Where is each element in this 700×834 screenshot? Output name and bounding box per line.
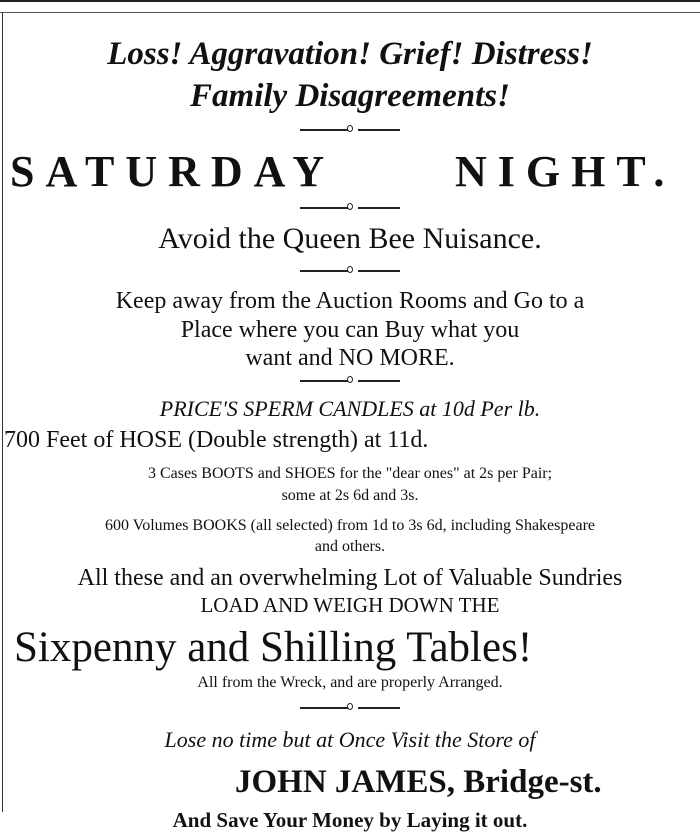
keep-away-line-1: Keep away from the Auction Rooms and Go to a <box>115 288 585 314</box>
candles-line: PRICE'S SPERM CANDLES at 10d Per lb. <box>159 396 541 421</box>
sundries-line: All these and an overwhelming Lot of Valuable Sundries <box>77 565 623 591</box>
saturday-word: SATURDAY <box>10 147 336 196</box>
save-money-line: And Save Your Money by Laying it out. <box>172 808 528 832</box>
boots-line-1: 3 Cases BOOTS and SHOES for the "dear ones" at 2s per Pair; <box>147 465 553 482</box>
keep-away-line-3: want and NO MORE. <box>245 345 455 371</box>
ornament-divider <box>290 203 410 213</box>
boots-line-2: some at 2s 6d and 3s. <box>281 487 419 504</box>
ornament-divider <box>290 266 410 276</box>
store-name-line: JOHN JAMES, Bridge-st. <box>235 764 602 800</box>
ornament-divider <box>290 125 410 135</box>
tables-line: Sixpenny and Shilling Tables! <box>14 624 533 671</box>
books-line-2: and others. <box>314 538 386 555</box>
headline-line-2: Family Disagreements! <box>190 78 510 114</box>
books-line-1: 600 Volumes BOOKS (all selected) from 1d to 3s 6d, including Shakespeare <box>105 517 595 534</box>
queen-bee-line: Avoid the Queen Bee Nuisance. <box>158 222 542 255</box>
night-word: NIGHT. <box>455 147 676 196</box>
ornament-divider <box>290 703 410 713</box>
hose-line: 700 Feet of HOSE (Double strength) at 11d. <box>4 427 429 453</box>
keep-away-line-2: Place where you can Buy what you <box>180 317 520 343</box>
load-line: LOAD AND WEIGH DOWN THE <box>200 593 500 617</box>
headline-line-1: Loss! Aggravation! Grief! Distress! <box>107 36 593 72</box>
lose-time-line: Lose no time but at Once Visit the Store of <box>164 727 536 752</box>
wreck-line: All from the Wreck, and are properly Arranged. <box>197 674 503 691</box>
ornament-divider <box>290 376 410 386</box>
